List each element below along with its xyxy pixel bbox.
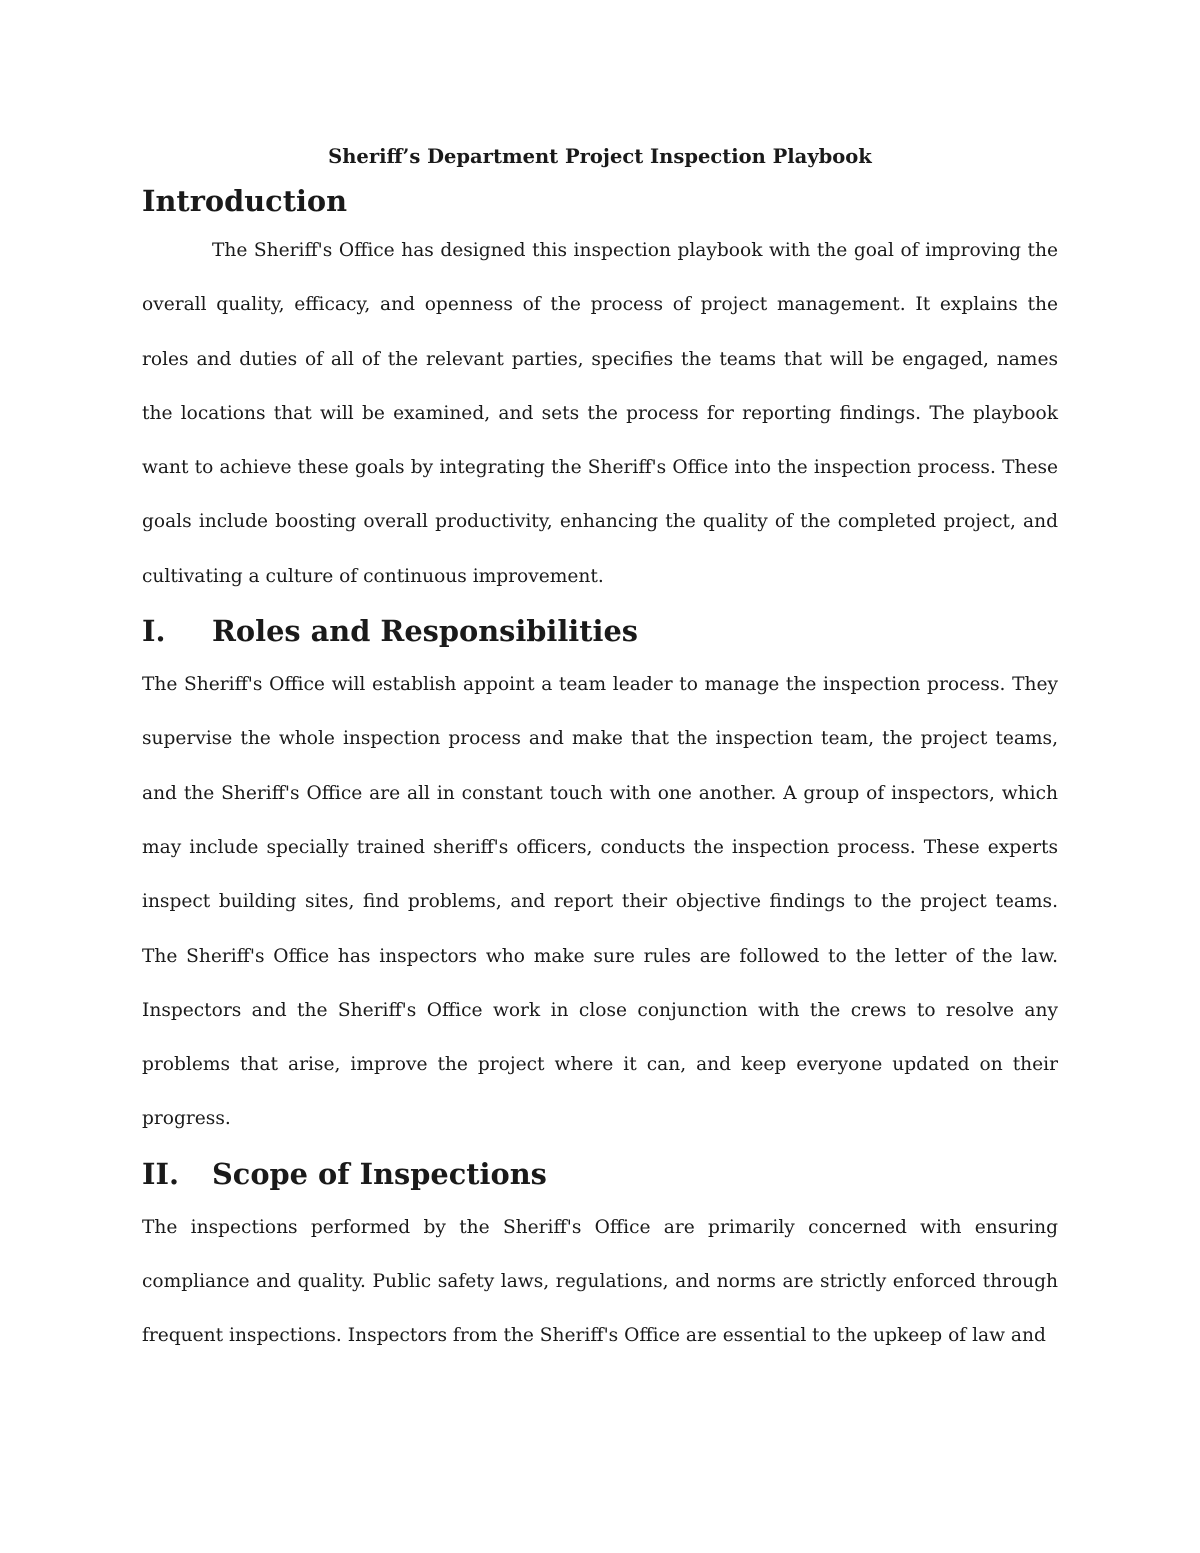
introduction-heading: Introduction	[142, 184, 348, 218]
section-2-paragraph: The inspections performed by the Sheriff's Office are primarily concerned with ensuring compliance and quality. Public safety laws, regulations, and norms are strictly enforced through frequent inspections. Inspectors from the Sheriff's Office are essential to the upkeep of law and	[142, 1216, 1058, 1347]
document-title: Sheriff’s Department Project Inspection Playbook	[328, 145, 872, 168]
section-2-heading	[142, 1147, 1058, 1201]
section-1-paragraph: The Sheriff's Office will establish appoint a team leader to manage the inspection process. They supervise the whole inspection process and make that the inspection team, the project teams, and the Sheriff's Office are all in constant touch with one another. A group of inspectors, which may include specially trained sheriff's officers, conducts the inspection process. These experts inspect building sites, find problems, and report their objective findings to the project teams. The Sheriff's Office has inspectors who make sure rules are followed to the letter of the law. Inspectors and the Sheriff's Office work in close conjunction with the crews to resolve any problems that arise, improve the project where it can, and keep everyone updated on their progress.	[142, 674, 1058, 1130]
section-1-heading	[142, 604, 1058, 658]
section-2-title: Scope of Inspections	[212, 1156, 547, 1191]
introduction-paragraph: The Sheriff's Office has designed this inspection playbook with the goal of improving the overall quality, efficacy, and openness of the process of project management. It explains the roles and duties of all of the relevant parties, specifies the teams that will be engaged, names the locations that will be examined, and sets the process for reporting findings. The playbook want to achieve these goals by integrating the Sheriff's Office into the inspection process. These goals include boosting overall productivity, enhancing the quality of the completed project, and cultivating a culture of continuous improvement.	[142, 240, 1058, 587]
document-body	[142, 136, 1058, 1364]
section-1-title: Roles and Responsibilities	[212, 614, 639, 649]
section-1-number: I.	[142, 614, 166, 649]
section-2-number: II.	[142, 1156, 179, 1191]
